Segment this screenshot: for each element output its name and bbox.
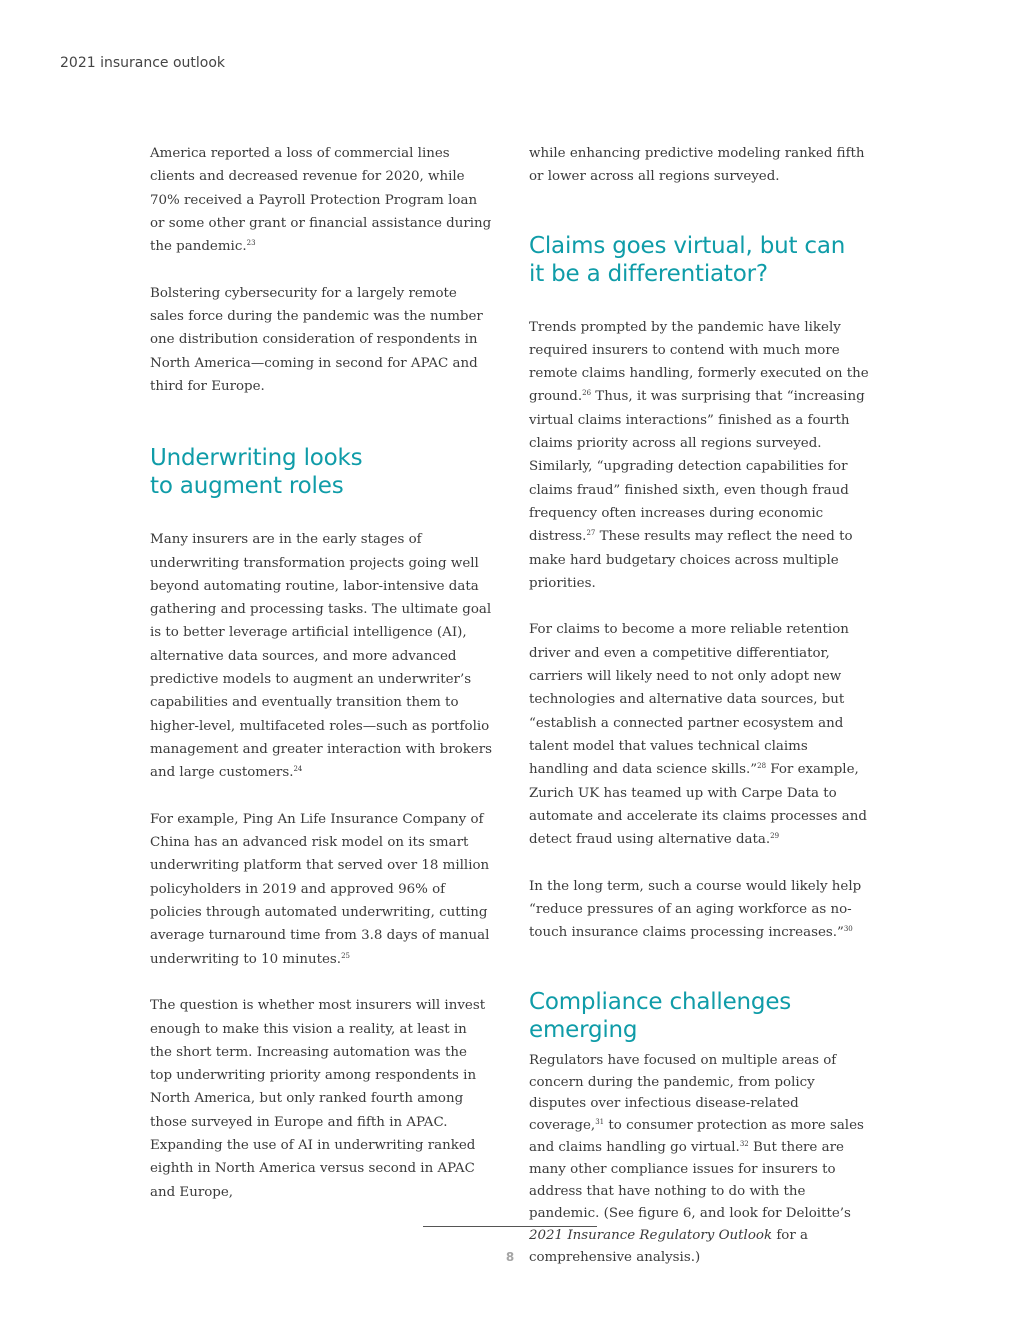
paragraph-text: America reported a loss of commercial lines clients and decreased revenue for 2020, while 70% received a Payroll Protection Program loan or some other grant or financial assistance during the pandemic. xyxy=(150,146,492,255)
paragraph-text: For example, Zurich UK has teamed up with Carpe Data to automate and accelerate its claims processes and detect fraud using alternative data. xyxy=(529,762,867,848)
heading-line: emerging xyxy=(529,1016,638,1043)
heading-line: it be a differentiator? xyxy=(529,260,768,287)
footnote-ref[interactable]: 30 xyxy=(843,925,853,934)
footnote-ref[interactable]: 23 xyxy=(246,239,256,248)
footnote-ref[interactable]: 26 xyxy=(582,389,592,398)
paragraph-text: Bolstering cybersecurity for a largely remote sales force during the pandemic was the number one distribution consideration of respondents in North America—coming in second for APAC and third for Europe. xyxy=(150,285,483,394)
paragraph xyxy=(150,282,492,398)
running-header: 2021 insurance outlook xyxy=(60,55,226,71)
heading-line: Compliance challenges xyxy=(529,988,792,1015)
heading-line: Claims goes virtual, but can xyxy=(529,232,846,259)
paragraph-text: Regulators have focused on multiple areas of concern during the pandemic, from policy disputes over infectious disease-related coverage, xyxy=(529,1052,837,1134)
paragraph-text: Trends prompted by the pandemic have likely required insurers to contend with much more remote claims handling, formerly executed on the ground. xyxy=(529,319,869,405)
paragraph xyxy=(150,808,492,971)
footnote-ref[interactable]: 25 xyxy=(341,951,350,960)
paragraph-text: The question is whether most insurers will invest enough to make this vision a reality, at least in the short term. Increasing automation was the top underwriting priority among respondents in North America, but only ranked fourth among those surveyed in Europe and fifth in APAC. Expanding the use of AI in underwriting ranked eighth in North America versus second in APAC and Europe, xyxy=(150,998,486,1200)
section-heading-underwriting xyxy=(150,444,492,500)
heading-line: Underwriting looks xyxy=(150,445,363,472)
paragraph xyxy=(529,618,871,851)
paragraph xyxy=(150,142,492,258)
right-column xyxy=(529,142,871,1269)
footnote-ref[interactable]: 27 xyxy=(586,529,596,538)
paragraph-text: These results may reflect the need to make hard budgetary choices across multiple priorities. xyxy=(529,529,853,591)
footnote-ref[interactable]: 29 xyxy=(770,832,780,841)
paragraph-text: for a comprehensive analysis.) xyxy=(529,1227,808,1265)
paragraph-text: to consumer protection as more sales and claims handling go virtual. xyxy=(529,1118,864,1156)
section-heading-compliance xyxy=(529,988,871,1044)
paragraph xyxy=(529,316,871,596)
footnote-ref[interactable]: 28 xyxy=(757,762,767,771)
paragraph xyxy=(150,994,492,1204)
left-column xyxy=(150,142,492,1204)
paragraph-text: Thus, it was surprising that “increasing virtual claims interactions” finished as a fourth claims priority across all regions surveyed. Similarly, “upgrading detection capabilities for claims fraud” finished sixth, even though fraud frequency often increases during economic distress. xyxy=(529,389,865,545)
footnote-ref[interactable]: 32 xyxy=(739,1140,749,1149)
paragraph xyxy=(150,528,492,784)
publication-title-link[interactable]: 2021 Insurance Regulatory Outlook xyxy=(529,1227,773,1243)
paragraph-text: In the long term, such a course would likely help “reduce pressures of an aging workforce as no-touch insurance claims processing increases.” xyxy=(529,878,862,941)
paragraph xyxy=(529,1050,871,1269)
footnote-ref[interactable]: 24 xyxy=(293,765,303,774)
paragraph-text: But there are many other compliance issues for insurers to address that have nothing to do with the pandemic. (See figure 6, and look for Deloitte’s xyxy=(529,1140,851,1221)
paragraph-text: while enhancing predictive modeling ranked fifth or lower across all regions surveyed. xyxy=(529,146,865,185)
paragraph-text: For example, Ping An Life Insurance Company of China has an advanced risk model on its smart underwriting platform that served over 18 million policyholders in 2019 and approved 96% of policies through automated underwriting, cutting average turnaround time from 3.8 days of manual underwriting to 10 minutes. xyxy=(150,811,490,967)
footnote-ref[interactable]: 31 xyxy=(595,1118,605,1127)
paragraph xyxy=(529,875,871,945)
page-number: 8 xyxy=(505,1250,515,1264)
section-heading-claims xyxy=(529,232,871,288)
paragraph-text: For claims to become a more reliable retention driver and even a competitive differentiator, carriers will likely need to not only adopt new technologies and alternative data sources, but “establish a connected partner ecosystem and talent model that values technical claims handling and data science skills.” xyxy=(529,622,849,778)
heading-line: to augment roles xyxy=(150,473,344,500)
paragraph-text: Many insurers are in the early stages of underwriting transformation projects going well beyond automating routine, labor-intensive data gathering and processing tasks. The ultimate goal is to better leverage artificial intelligence (AI), alternative data sources, and more advanced predictive models to augment an underwriter’s capabilities and eventually transition them to higher-level, multifaceted roles—such as portfolio management and greater interaction with brokers and large customers. xyxy=(150,532,493,781)
footer-divider xyxy=(423,1226,597,1227)
paragraph xyxy=(529,142,871,189)
